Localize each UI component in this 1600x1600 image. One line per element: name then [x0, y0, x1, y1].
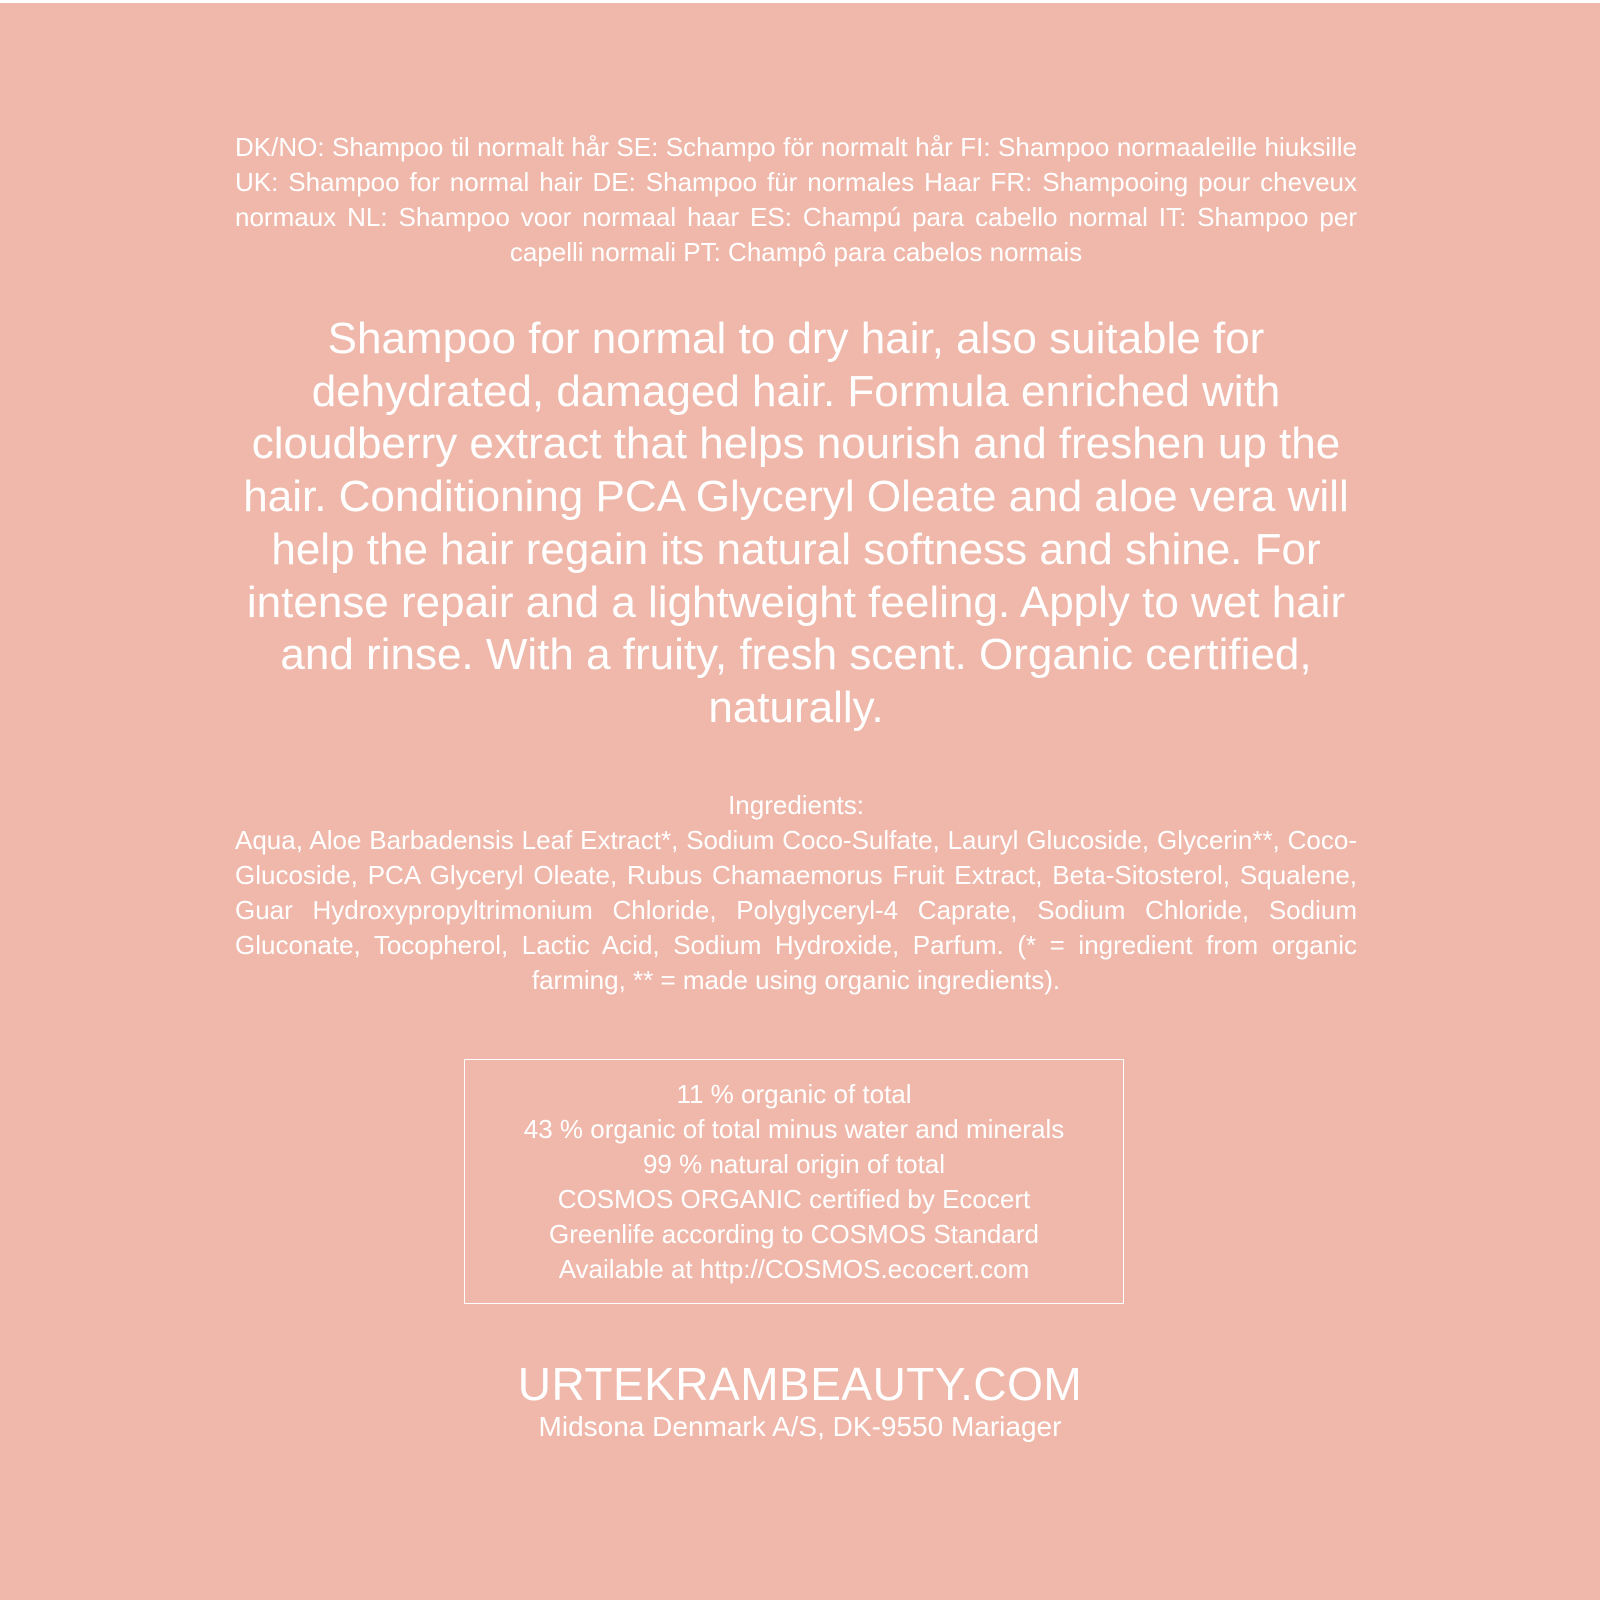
certification-line-standard: Greenlife according to COSMOS Standard [549, 1218, 1039, 1249]
product-description: Shampoo for normal to dry hair, also suitable for dehydrated, damaged hair. Formula enriched with cloudberry extract that helps nourish and freshen up the hair. Conditioning PCA Glyceryl Oleate and aloe vera will help the hair regain its natural softness and shine. For intense repair and a lightweight feeling. Apply to wet hair and rinse. With a fruity, fresh scent. Organic certified, naturally. [243, 314, 1349, 732]
certification-line-natural-origin: 99 % natural origin of total [642, 1148, 946, 1179]
certification-line-organic-minus-water: 43 % organic of total minus water and minerals [523, 1113, 1065, 1144]
ingredients-heading: Ingredients: [728, 790, 864, 820]
brand-website: URTEKRAMBEAUTY.COM [517, 1358, 1083, 1410]
product-name-translations: DK/NO: Shampoo til normalt hår SE: Schampo för normalt hår FI: Shampoo normaaleille hiuksille UK: Shampoo for normal hair DE: Shampoo für normales Haar FR: Shampooing pour cheveux normaux NL: Shampoo voor normaal haar ES: Champú para cabello normal IT: Shampoo per capelli normali PT: Champô para cabelos normais [235, 132, 1357, 267]
certification-line-organic-total: 11 % organic of total [676, 1078, 912, 1109]
company-address: Midsona Denmark A/S, DK-9550 Mariager [538, 1411, 1062, 1442]
certification-line-certified-by: COSMOS ORGANIC certified by Ecocert [557, 1183, 1031, 1214]
certification-box [464, 1059, 1124, 1304]
certification-line-available-at: Available at http://COSMOS.ecocert.com [558, 1253, 1030, 1284]
ingredients-list: Aqua, Aloe Barbadensis Leaf Extract*, Sodium Coco-Sulfate, Lauryl Glucoside, Glycerin**, Coco-Glucoside, PCA Glyceryl Oleate, Rubus Chamaemorus Fruit Extract, Beta-Sitosterol, Squalene, Guar Hydroxypropyltrimonium Chloride, Polyglyceryl-4 Caprate, Sodium Chloride, Sodium Gluconate, Tocopherol, Lactic Acid, Sodium Hydroxide, Parfum. (* = ingredient from organic farming, ** = made using organic ingredients). [235, 825, 1357, 995]
